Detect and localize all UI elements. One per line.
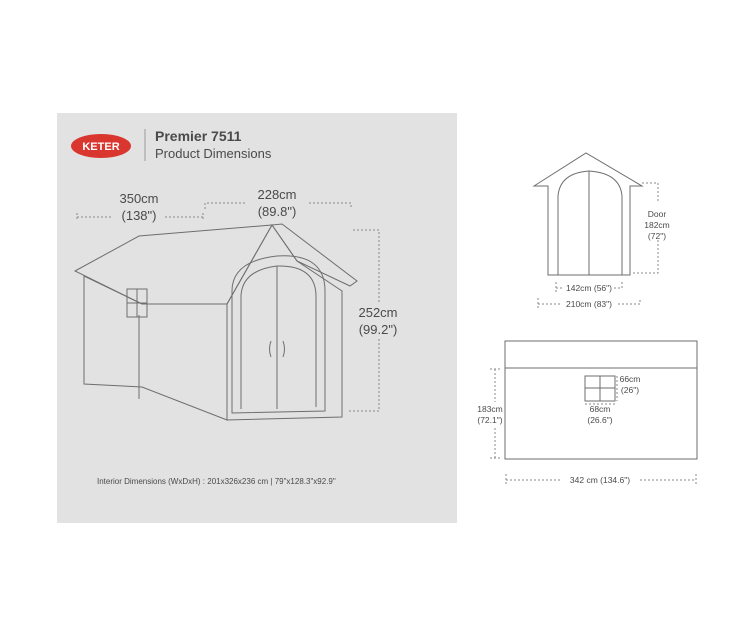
depth-cm-label: 350cm: [119, 191, 159, 206]
depth-in-label: (138"): [121, 208, 157, 223]
interior-dimensions-text: Interior Dimensions (WxDxH) : 201x326x236 cm | 79"x128.3"x92.9": [97, 477, 336, 486]
door-label: Door: [647, 209, 667, 219]
width-cm-label: 228cm: [257, 187, 297, 202]
front-door: [558, 171, 622, 275]
front-view: [534, 153, 642, 275]
window-height-in: (26"): [620, 385, 640, 395]
door-height-cm: 182cm: [644, 220, 670, 230]
window-width-cm: 68cm: [589, 404, 611, 414]
side-height-in: (72.1"): [477, 415, 503, 425]
window-width-in: (26.6"): [587, 415, 613, 425]
side-height-cm: 183cm: [477, 404, 503, 414]
total-width-label: 210cm (83"): [565, 299, 613, 309]
window-height-cm: 66cm: [619, 374, 641, 384]
height-in-label: (99.2"): [358, 322, 398, 337]
product-subtitle: Product Dimensions: [155, 146, 272, 161]
side-view: [505, 341, 697, 459]
height-cm-label: 252cm: [358, 305, 398, 320]
door-width-label: 142cm (56"): [565, 283, 613, 293]
logo-text: KETER: [82, 141, 120, 153]
width-in-label: (89.8"): [257, 204, 297, 219]
side-length-label: 342 cm (134.6"): [569, 475, 631, 485]
door-height-in: (72"): [647, 231, 667, 241]
product-title: Premier 7511: [155, 128, 242, 144]
side-roof: [505, 341, 697, 368]
